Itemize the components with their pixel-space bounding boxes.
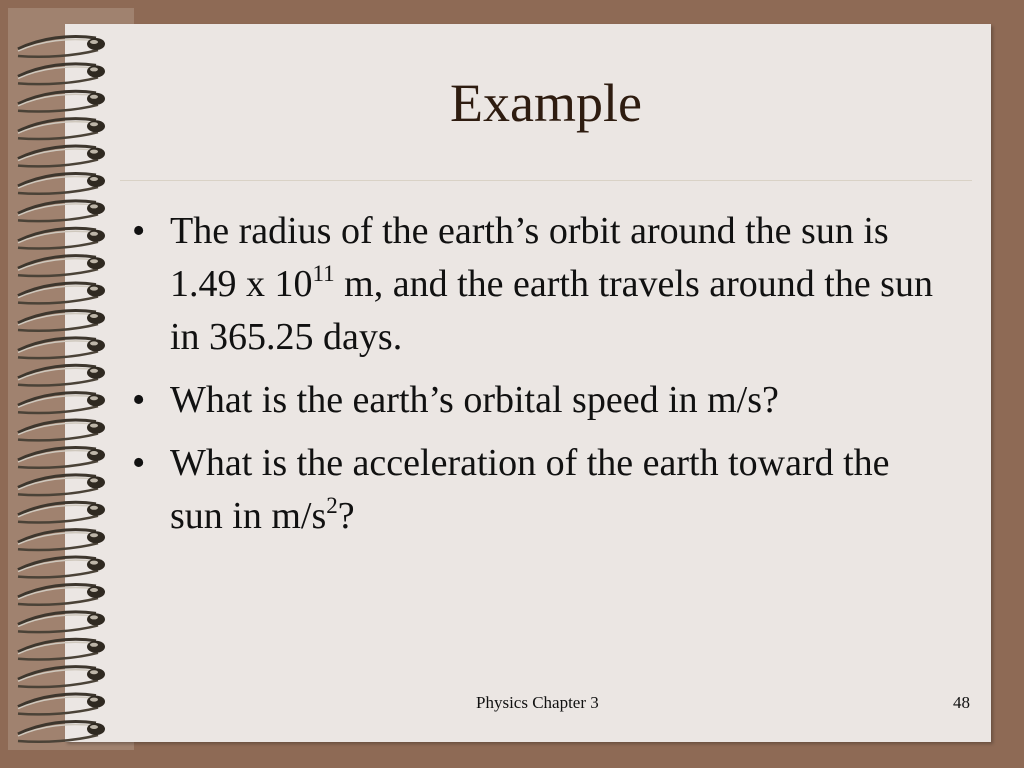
bullet-text: ? (337, 495, 355, 537)
superscript: 11 (312, 261, 335, 286)
bullet-item (128, 437, 948, 543)
footer-title: Physics Chapter 3 (476, 693, 599, 712)
bullet-text: The radius of the earth’s orbit around the sun is 1.49 x 10 (170, 210, 889, 305)
bullet-dot: • (132, 379, 146, 421)
slide-title: Example (450, 73, 642, 133)
bullet-text: What is the earth’s orbital speed in m/s? (170, 379, 779, 421)
bullet-list (128, 205, 948, 553)
bullet-item (128, 205, 948, 364)
bullet-text: m, and the earth travels around the sun in 365.25 days. (170, 263, 933, 358)
bullet-item (128, 374, 948, 427)
bullet-dot: • (132, 442, 146, 484)
page-number: 48 (953, 693, 970, 712)
bullet-text: What is the acceleration of the earth toward the sun in m/s (170, 442, 890, 537)
superscript: 2 (326, 493, 338, 518)
title-divider (120, 180, 972, 181)
bullet-dot: • (132, 210, 146, 252)
